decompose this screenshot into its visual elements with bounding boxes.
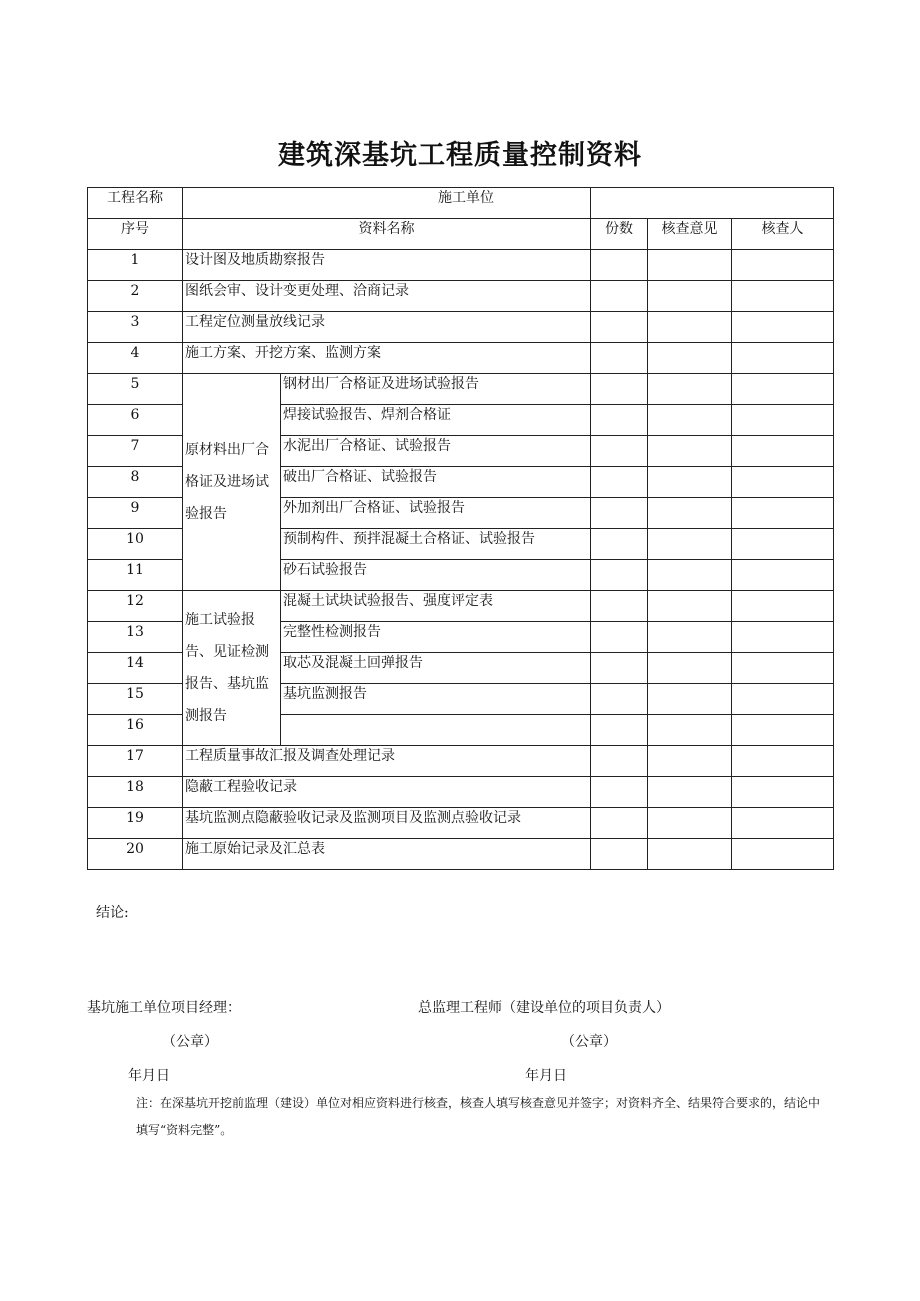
header-row [88, 188, 834, 219]
doc-name-cell: 混凝土试块试验报告、强度评定表 [281, 591, 591, 622]
row-copies-cell[interactable] [591, 529, 648, 560]
row-checker-cell[interactable] [732, 498, 834, 529]
col-doc-name: 资料名称 [183, 219, 591, 250]
row-opinion-cell[interactable] [648, 653, 732, 684]
doc-name-cell: 图纸会审、设计变更处理、洽商记录 [183, 281, 591, 312]
row-opinion-cell[interactable] [648, 591, 732, 622]
row-opinion-cell[interactable] [648, 777, 732, 808]
footnote: 注：在深基坑开挖前监理（建设）单位对相应资料进行核查，核查人填写核查意见并签字；对资料齐全、结果符合要求的，结论中填写“资料完整”。 [136, 1096, 821, 1137]
construction-unit-label: 施工单位 [438, 190, 494, 206]
group-label: 原材料出厂合格证及进场试验报告 [183, 374, 281, 591]
row-opinion-cell[interactable] [648, 498, 732, 529]
doc-name-cell: 工程质量事故汇报及调查处理记录 [183, 746, 591, 777]
row-copies-cell[interactable] [591, 622, 648, 653]
table-row [88, 839, 834, 870]
right-date: 年月日 [525, 1068, 567, 1084]
row-checker-cell[interactable] [732, 684, 834, 715]
row-copies-cell[interactable] [591, 281, 648, 312]
row-number: 14 [88, 653, 183, 684]
row-number: 16 [88, 715, 183, 746]
row-checker-cell[interactable] [732, 250, 834, 281]
col-opinion: 核查意见 [648, 219, 732, 250]
row-opinion-cell[interactable] [648, 529, 732, 560]
row-opinion-cell[interactable] [648, 436, 732, 467]
row-copies-cell[interactable] [591, 808, 648, 839]
left-seal: （公章） [162, 1034, 218, 1050]
row-checker-cell[interactable] [732, 312, 834, 343]
row-number: 4 [88, 343, 183, 374]
row-checker-cell[interactable] [732, 560, 834, 591]
row-opinion-cell[interactable] [648, 343, 732, 374]
row-number: 11 [88, 560, 183, 591]
row-checker-cell[interactable] [732, 343, 834, 374]
left-signature-title: 基坑施工单位项目经理： [87, 1000, 241, 1016]
row-copies-cell[interactable] [591, 715, 648, 746]
row-checker-cell[interactable] [732, 808, 834, 839]
row-opinion-cell[interactable] [648, 467, 732, 498]
row-copies-cell[interactable] [591, 839, 648, 870]
page-title: 建筑深基坑工程质量控制资料 [278, 140, 642, 171]
col-checker: 核查人 [732, 219, 834, 250]
row-number: 2 [88, 281, 183, 312]
row-number: 5 [88, 374, 183, 405]
row-copies-cell[interactable] [591, 653, 648, 684]
table-row [88, 808, 834, 839]
doc-name-cell: 取芯及混凝土回弹报告 [281, 653, 591, 684]
row-checker-cell[interactable] [732, 715, 834, 746]
row-number: 6 [88, 405, 183, 436]
row-number: 3 [88, 312, 183, 343]
left-date: 年月日 [128, 1068, 170, 1084]
row-checker-cell[interactable] [732, 467, 834, 498]
column-header-row [88, 219, 834, 250]
project-name-label: 工程名称 [88, 188, 183, 219]
row-number: 18 [88, 777, 183, 808]
doc-name-cell: 基坑监测报告 [281, 684, 591, 715]
row-number: 12 [88, 591, 183, 622]
row-number: 8 [88, 467, 183, 498]
row-copies-cell[interactable] [591, 374, 648, 405]
row-copies-cell[interactable] [591, 560, 648, 591]
row-opinion-cell[interactable] [648, 281, 732, 312]
row-checker-cell[interactable] [732, 622, 834, 653]
doc-name-cell: 隐蔽工程验收记录 [183, 777, 591, 808]
row-opinion-cell[interactable] [648, 746, 732, 777]
conclusion-label: 结论: [96, 905, 129, 921]
row-checker-cell[interactable] [732, 746, 834, 777]
table-row [88, 777, 834, 808]
table-row [88, 591, 834, 622]
row-copies-cell[interactable] [591, 498, 648, 529]
row-opinion-cell[interactable] [648, 374, 732, 405]
row-checker-cell[interactable] [732, 281, 834, 312]
row-copies-cell[interactable] [591, 312, 648, 343]
col-seq: 序号 [88, 219, 183, 250]
construction-unit-value[interactable] [591, 188, 834, 219]
doc-name-cell [281, 715, 591, 746]
row-copies-cell[interactable] [591, 591, 648, 622]
doc-name-cell: 施工原始记录及汇总表 [183, 839, 591, 870]
row-opinion-cell[interactable] [648, 684, 732, 715]
doc-name-cell: 钢材出厂合格证及进场试验报告 [281, 374, 591, 405]
row-checker-cell[interactable] [732, 839, 834, 870]
row-opinion-cell[interactable] [648, 560, 732, 591]
row-number: 1 [88, 250, 183, 281]
row-number: 19 [88, 808, 183, 839]
doc-name-cell: 工程定位测量放线记录 [183, 312, 591, 343]
row-copies-cell[interactable] [591, 746, 648, 777]
doc-name-cell: 完整性检测报告 [281, 622, 591, 653]
row-opinion-cell[interactable] [648, 622, 732, 653]
row-number: 7 [88, 436, 183, 467]
row-copies-cell[interactable] [591, 405, 648, 436]
project-name-value-text [185, 188, 438, 208]
row-number: 13 [88, 622, 183, 653]
doc-name-cell: 焊接试验报告、焊剂合格证 [281, 405, 591, 436]
row-opinion-cell[interactable] [648, 808, 732, 839]
table-row [88, 312, 834, 343]
row-number: 9 [88, 498, 183, 529]
row-number: 17 [88, 746, 183, 777]
row-opinion-cell[interactable] [648, 405, 732, 436]
table-row [88, 343, 834, 374]
doc-name-cell: 预制构件、预拌混凝土合格证、试验报告 [281, 529, 591, 560]
table-row [88, 281, 834, 312]
row-copies-cell[interactable] [591, 777, 648, 808]
row-checker-cell[interactable] [732, 591, 834, 622]
row-checker-cell[interactable] [732, 374, 834, 405]
doc-name-cell: 基坑监测点隐蔽验收记录及监测项目及监测点验收记录 [183, 808, 591, 839]
row-copies-cell[interactable] [591, 343, 648, 374]
right-signature-title: 总监理工程师（建设单位的项目负责人） [418, 1000, 670, 1016]
row-opinion-cell[interactable] [648, 250, 732, 281]
col-copies: 份数 [591, 219, 648, 250]
doc-name-cell: 设计图及地质勘察报告 [183, 250, 591, 281]
row-opinion-cell[interactable] [648, 312, 732, 343]
table-row [88, 374, 834, 405]
row-opinion-cell[interactable] [648, 839, 732, 870]
project-name-value[interactable] [183, 188, 591, 219]
row-copies-cell[interactable] [591, 684, 648, 715]
row-checker-cell[interactable] [732, 436, 834, 467]
row-checker-cell[interactable] [732, 529, 834, 560]
row-number: 10 [88, 529, 183, 560]
doc-name-cell: 外加剂出厂合格证、试验报告 [281, 498, 591, 529]
group-label: 施工试验报告、见证检测报告、基坑监测报告 [183, 591, 281, 746]
row-checker-cell[interactable] [732, 777, 834, 808]
row-opinion-cell[interactable] [648, 715, 732, 746]
table-row [88, 746, 834, 777]
right-seal: （公章） [561, 1034, 617, 1050]
control-data-table [87, 187, 834, 870]
row-number: 15 [88, 684, 183, 715]
row-copies-cell[interactable] [591, 250, 648, 281]
table-row [88, 250, 834, 281]
doc-name-cell: 施工方案、开挖方案、监测方案 [183, 343, 591, 374]
row-copies-cell[interactable] [591, 467, 648, 498]
doc-name-cell: 砂石试验报告 [281, 560, 591, 591]
row-number: 20 [88, 839, 183, 870]
doc-name-cell: 水泥出厂合格证、试验报告 [281, 436, 591, 467]
row-copies-cell[interactable] [591, 436, 648, 467]
doc-name-cell: 破出厂合格证、试验报告 [281, 467, 591, 498]
row-checker-cell[interactable] [732, 405, 834, 436]
row-checker-cell[interactable] [732, 653, 834, 684]
